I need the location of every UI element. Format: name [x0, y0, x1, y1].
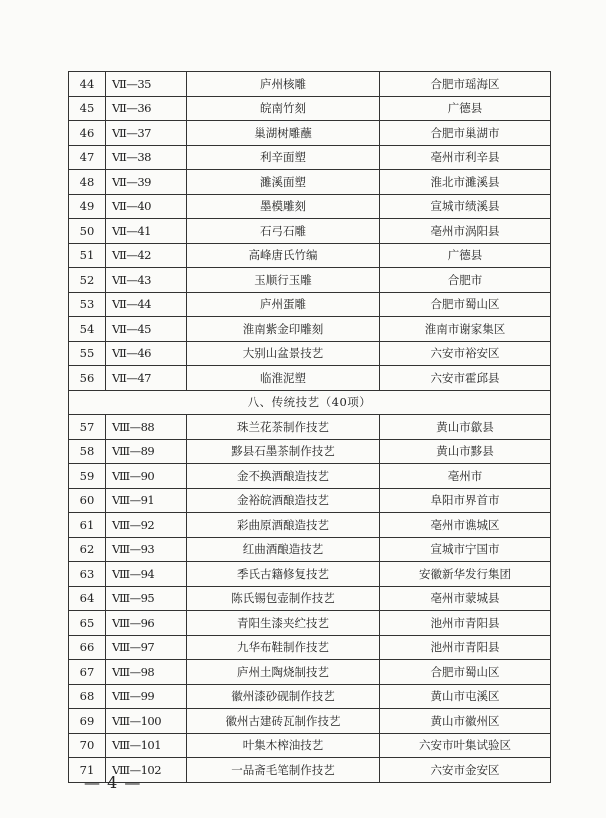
item-code: Ⅷ—98 — [106, 660, 187, 685]
table-row — [69, 72, 551, 97]
table-row — [69, 170, 551, 195]
item-code: Ⅶ—42 — [106, 243, 187, 268]
item-region: 六安市霍邱县 — [380, 366, 551, 391]
row-number: 58 — [69, 439, 106, 464]
table-row — [69, 96, 551, 121]
item-region: 合肥市 — [380, 268, 551, 293]
table-row — [69, 586, 551, 611]
item-region: 黄山市屯溪区 — [380, 684, 551, 709]
item-name: 青阳生漆夹纻技艺 — [187, 611, 380, 636]
table-row — [69, 194, 551, 219]
row-number: 64 — [69, 586, 106, 611]
item-region: 黄山市黟县 — [380, 439, 551, 464]
item-code: Ⅷ—89 — [106, 439, 187, 464]
item-name: 大别山盆景技艺 — [187, 341, 380, 366]
item-code: Ⅷ—95 — [106, 586, 187, 611]
item-name: 利辛面塑 — [187, 145, 380, 170]
item-name: 彩曲原酒酿造技艺 — [187, 513, 380, 538]
row-number: 57 — [69, 415, 106, 440]
row-number: 69 — [69, 709, 106, 734]
item-name: 一品斋毛笔制作技艺 — [187, 758, 380, 783]
item-region: 合肥市蜀山区 — [380, 660, 551, 685]
row-number: 53 — [69, 292, 106, 317]
item-code: Ⅷ—99 — [106, 684, 187, 709]
item-name: 庐州核雕 — [187, 72, 380, 97]
row-number: 49 — [69, 194, 106, 219]
item-name: 庐州土陶烧制技艺 — [187, 660, 380, 685]
item-name: 濉溪面塑 — [187, 170, 380, 195]
item-region: 黄山市徽州区 — [380, 709, 551, 734]
item-name: 徽州古建砖瓦制作技艺 — [187, 709, 380, 734]
table-row — [69, 537, 551, 562]
item-region: 安徽新华发行集团 — [380, 562, 551, 587]
row-number: 66 — [69, 635, 106, 660]
item-region: 六安市裕安区 — [380, 341, 551, 366]
item-name: 金裕皖酒酿造技艺 — [187, 488, 380, 513]
table-row — [69, 292, 551, 317]
item-name: 石弓石雕 — [187, 219, 380, 244]
table-row — [69, 415, 551, 440]
item-name: 红曲酒酿造技艺 — [187, 537, 380, 562]
table-row — [69, 464, 551, 489]
item-name: 高峰唐氏竹编 — [187, 243, 380, 268]
item-code: Ⅶ—35 — [106, 72, 187, 97]
row-number: 52 — [69, 268, 106, 293]
row-number: 51 — [69, 243, 106, 268]
row-number: 59 — [69, 464, 106, 489]
item-name: 庐州蛋雕 — [187, 292, 380, 317]
table-row — [69, 145, 551, 170]
item-region: 合肥市蜀山区 — [380, 292, 551, 317]
item-code: Ⅷ—88 — [106, 415, 187, 440]
table-row — [69, 684, 551, 709]
table-row — [69, 562, 551, 587]
row-number: 46 — [69, 121, 106, 146]
item-name: 徽州漆砂砚制作技艺 — [187, 684, 380, 709]
item-region: 合肥市巢湖市 — [380, 121, 551, 146]
item-region: 亳州市蒙城县 — [380, 586, 551, 611]
row-number: 56 — [69, 366, 106, 391]
item-region: 广德县 — [380, 96, 551, 121]
item-region: 亳州市谯城区 — [380, 513, 551, 538]
table-row — [69, 709, 551, 734]
row-number: 47 — [69, 145, 106, 170]
item-name: 季氏古籍修复技艺 — [187, 562, 380, 587]
item-code: Ⅶ—40 — [106, 194, 187, 219]
item-region: 亳州市涡阳县 — [380, 219, 551, 244]
item-code: Ⅶ—46 — [106, 341, 187, 366]
row-number: 48 — [69, 170, 106, 195]
table-row — [69, 635, 551, 660]
item-code: Ⅶ—38 — [106, 145, 187, 170]
row-number: 60 — [69, 488, 106, 513]
table-row — [69, 219, 551, 244]
row-number: 44 — [69, 72, 106, 97]
page-number: — 4 — — [84, 773, 142, 792]
table-row — [69, 366, 551, 391]
table-row — [69, 733, 551, 758]
item-code: Ⅷ—92 — [106, 513, 187, 538]
item-name: 玉顺行玉雕 — [187, 268, 380, 293]
item-name: 淮南紫金印雕刻 — [187, 317, 380, 342]
item-region: 亳州市 — [380, 464, 551, 489]
section-header-row — [69, 390, 551, 415]
item-region: 宣城市绩溪县 — [380, 194, 551, 219]
item-code: Ⅷ—94 — [106, 562, 187, 587]
table-row — [69, 439, 551, 464]
table-row — [69, 243, 551, 268]
item-name: 黟县石墨茶制作技艺 — [187, 439, 380, 464]
item-name: 九华布鞋制作技艺 — [187, 635, 380, 660]
item-code: Ⅶ—47 — [106, 366, 187, 391]
row-number: 70 — [69, 733, 106, 758]
item-name: 陈氏锡包壶制作技艺 — [187, 586, 380, 611]
table-row — [69, 121, 551, 146]
item-region: 六安市金安区 — [380, 758, 551, 783]
row-number: 50 — [69, 219, 106, 244]
table-row — [69, 660, 551, 685]
item-code: Ⅶ—45 — [106, 317, 187, 342]
heritage-list-table — [68, 71, 551, 783]
table-body-techniques — [69, 415, 551, 783]
item-name: 墨模雕刻 — [187, 194, 380, 219]
item-region: 阜阳市界首市 — [380, 488, 551, 513]
section-title: 八、传统技艺（40项） — [69, 390, 551, 415]
table-row — [69, 268, 551, 293]
row-number: 67 — [69, 660, 106, 685]
section-header-body — [69, 390, 551, 415]
row-number: 45 — [69, 96, 106, 121]
row-number: 68 — [69, 684, 106, 709]
table-row — [69, 317, 551, 342]
item-name: 巢湖树雕蘸 — [187, 121, 380, 146]
item-code: Ⅷ—91 — [106, 488, 187, 513]
item-region: 宣城市宁国市 — [380, 537, 551, 562]
item-region: 池州市青阳县 — [380, 611, 551, 636]
row-number: 54 — [69, 317, 106, 342]
item-name: 金不换酒酿造技艺 — [187, 464, 380, 489]
row-number: 61 — [69, 513, 106, 538]
item-code: Ⅶ—39 — [106, 170, 187, 195]
heritage-list-table-wrapper — [68, 71, 542, 783]
row-number: 63 — [69, 562, 106, 587]
item-code: Ⅷ—100 — [106, 709, 187, 734]
item-code: Ⅶ—37 — [106, 121, 187, 146]
item-code: Ⅶ—44 — [106, 292, 187, 317]
item-code: Ⅷ—96 — [106, 611, 187, 636]
table-row — [69, 488, 551, 513]
item-name: 叶集木榨油技艺 — [187, 733, 380, 758]
item-region: 亳州市利辛县 — [380, 145, 551, 170]
item-name: 皖南竹刻 — [187, 96, 380, 121]
item-code: Ⅶ—36 — [106, 96, 187, 121]
item-code: Ⅷ—102 — [106, 758, 187, 783]
item-region: 池州市青阳县 — [380, 635, 551, 660]
item-region: 淮南市谢家集区 — [380, 317, 551, 342]
table-row — [69, 513, 551, 538]
item-name: 珠兰花茶制作技艺 — [187, 415, 380, 440]
item-name: 临淮泥塑 — [187, 366, 380, 391]
item-region: 合肥市瑶海区 — [380, 72, 551, 97]
item-code: Ⅷ—93 — [106, 537, 187, 562]
row-number: 62 — [69, 537, 106, 562]
row-number: 71 — [69, 758, 106, 783]
item-code: Ⅶ—43 — [106, 268, 187, 293]
item-region: 黄山市歙县 — [380, 415, 551, 440]
item-code: Ⅶ—41 — [106, 219, 187, 244]
item-region: 淮北市濉溪县 — [380, 170, 551, 195]
table-row — [69, 611, 551, 636]
item-code: Ⅷ—101 — [106, 733, 187, 758]
row-number: 55 — [69, 341, 106, 366]
item-region: 六安市叶集试验区 — [380, 733, 551, 758]
row-number: 65 — [69, 611, 106, 636]
item-region: 广德县 — [380, 243, 551, 268]
table-row — [69, 341, 551, 366]
item-code: Ⅷ—90 — [106, 464, 187, 489]
item-code: Ⅷ—97 — [106, 635, 187, 660]
table-body-crafts — [69, 72, 551, 391]
